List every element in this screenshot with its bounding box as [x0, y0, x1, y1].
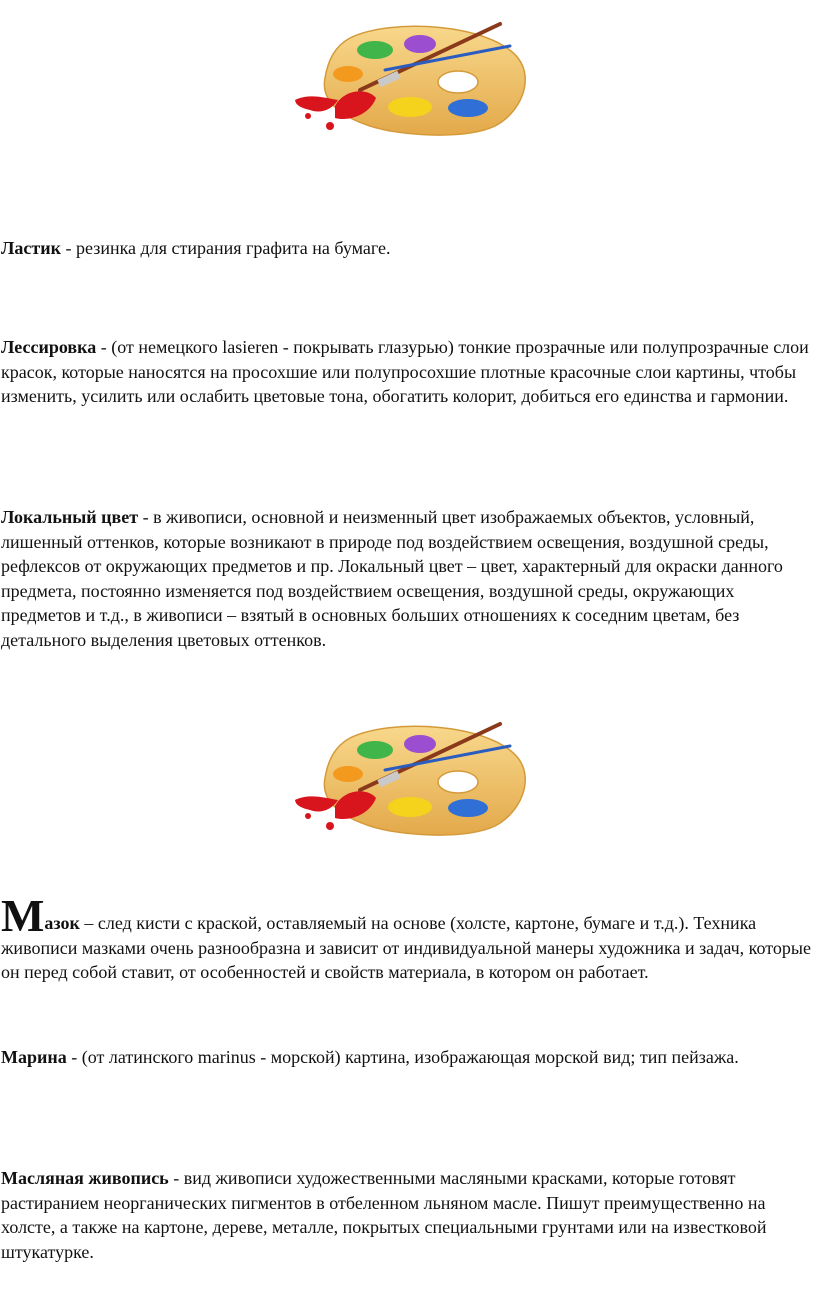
palette-illustration-top [290, 18, 530, 138]
entry-definition: резинка для стирания графита на бумаге. [76, 238, 391, 258]
paint-palette-icon [290, 18, 530, 138]
entry-definition: в живописи, основной и неизменный цвет изображаемых объектов, условный, лишенный оттенков, которые возникают в природе под воздействием освещения, воздушной среды, рефлексов от окружающих предметов и пр. Локальный цвет – цвет, характерный для окраски данного предмета, постоянно изменяется под воздействием освещения, воздушной среды, окружающих предметов и т.д., в живописи – взятый в основных больших отношениях к соседним цветам, без детального выделения цветовых оттенков. [1, 507, 783, 650]
entry-definition: след кисти с краской, оставляемый на основе (холсте, картоне, бумаге и т.д.). Техника живописи мазками очень разнообразна и зависит от индивидуальной манеры художника и задач, которые он перед собой ставит, от особенностей и свойств материала, в котором он работает. [1, 913, 811, 982]
glossary-entry [1, 890, 816, 985]
entry-term: Локальный цвет [1, 507, 139, 527]
entry-term: азок [44, 913, 80, 933]
entry-term-initial: М [1, 890, 45, 941]
entry-separator: – [79, 913, 98, 933]
glossary-entry [1, 335, 816, 409]
glossary-entry [1, 505, 816, 652]
entry-definition: (от немецкого lasieren - покрывать глазурью) тонкие прозрачные или полупрозрачные слои красок, которые наносятся на просохшие или полупросохшие плотные красочные слои картины, чтобы изменить, усилить или ослабить цветовые тона, обогатить колорит, добиться его единства и гармонии. [1, 337, 809, 406]
entry-separator: - [66, 1047, 82, 1067]
entry-term: Ластик [1, 238, 61, 258]
entry-definition: вид живописи художественными масляными красками, которые готовят растиранием неорганических пигментов в отбеленном льняном масле. Пишут преимущественно на холсте, а также на картоне, дереве, металле, покрытых специальными грунтами или на известковой штукатурке. [1, 1168, 767, 1262]
glossary-entry [1, 1166, 816, 1264]
palette-illustration-middle [290, 718, 530, 838]
entry-separator: - [168, 1168, 184, 1188]
entry-term: Лессировка [1, 337, 97, 357]
glossary-entry [1, 1045, 816, 1070]
entry-term: Марина [1, 1047, 67, 1067]
entry-separator: - [138, 507, 154, 527]
glossary-entry [1, 236, 816, 261]
paint-palette-icon [290, 718, 530, 838]
entry-separator: - [96, 337, 112, 357]
entry-separator: - [61, 238, 76, 258]
entry-definition: (от латинского marinus - морской) картина, изображающая морской вид; тип пейзажа. [81, 1047, 739, 1067]
entry-term: Масляная живопись [1, 1168, 169, 1188]
